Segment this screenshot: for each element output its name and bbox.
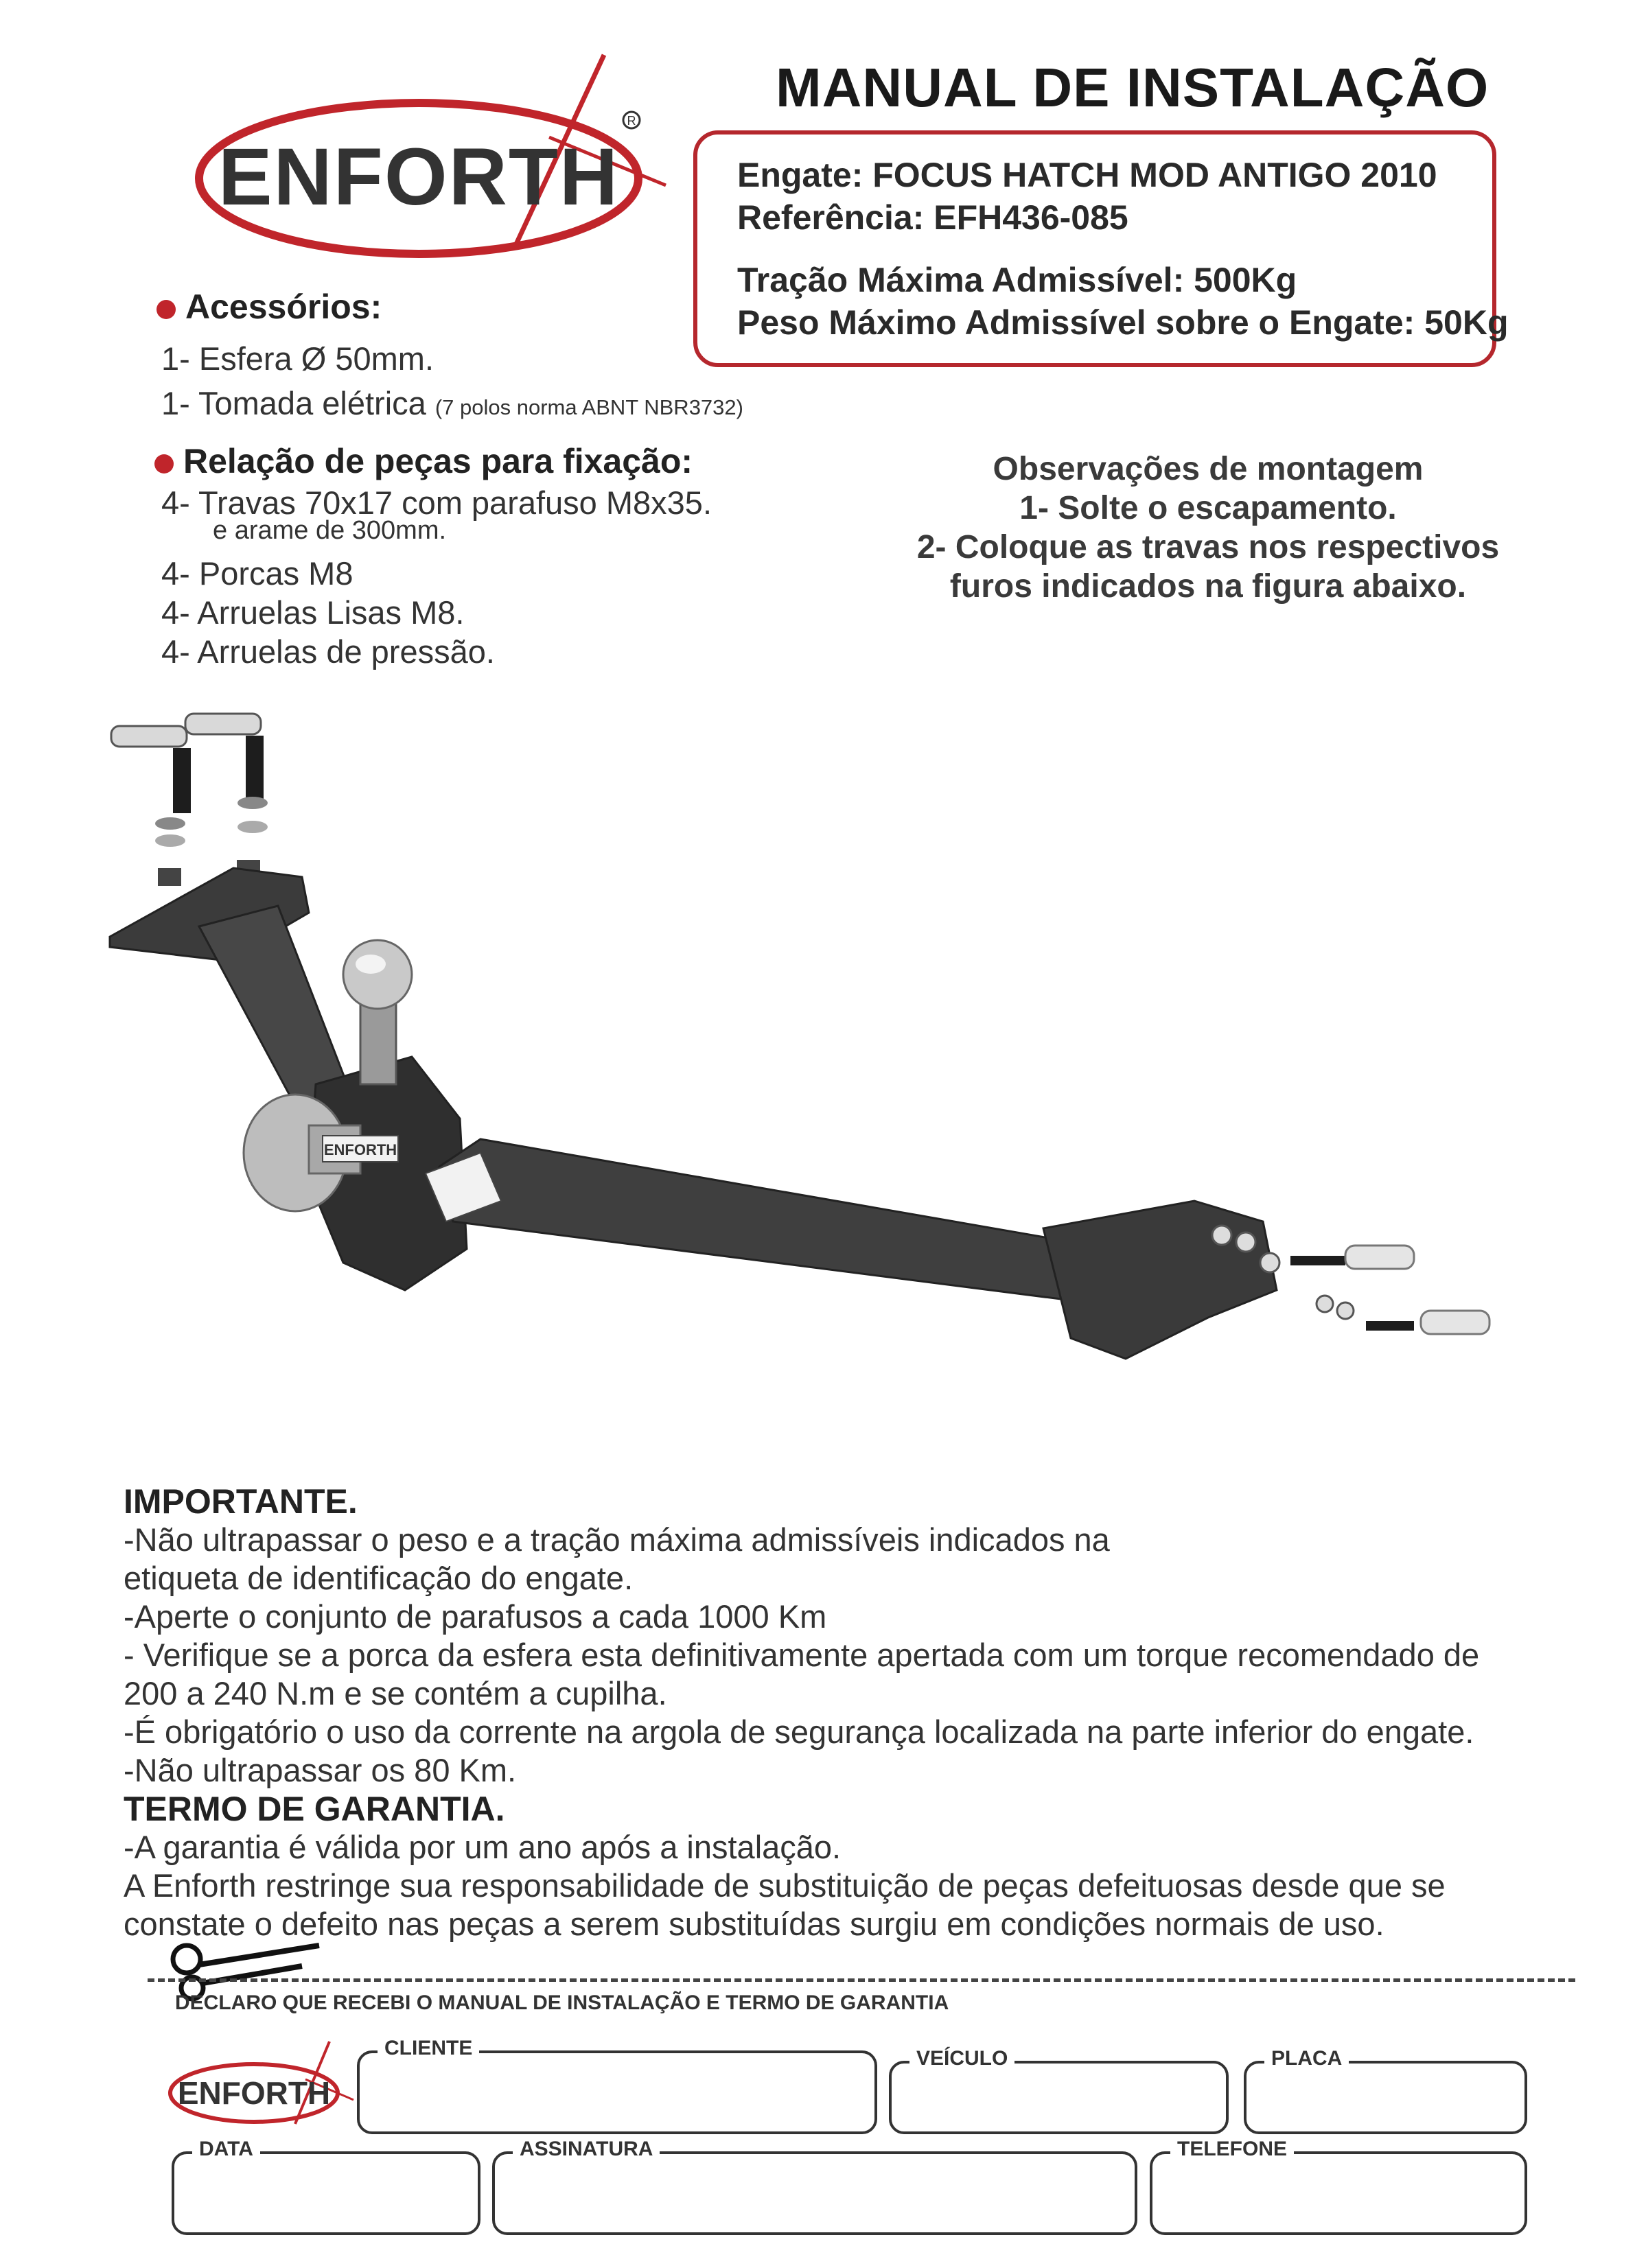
enforth-logo — [192, 41, 673, 268]
parts-item: 4- Arruelas de pressão. — [161, 633, 495, 670]
important-line: 200 a 240 N.m e se contém a cupilha. — [124, 1675, 667, 1711]
bullet-dot-icon — [156, 300, 176, 319]
spec-engate: Engate: FOCUS HATCH MOD ANTIGO 2010 — [737, 156, 1437, 194]
page-title: MANUAL DE INSTALAÇÃO — [776, 57, 1489, 118]
spec-tracao: Tração Máxima Admissível: 500Kg — [737, 261, 1297, 299]
important-line: -Não ultrapassar o peso e a tração máxima admissíveis indicados na — [124, 1521, 1110, 1558]
assembly-note: 2- Coloque as travas nos respectivos — [916, 529, 1500, 565]
important-line: - Verifique se a porca da esfera esta definitivamente apertada com um torque recomendado de — [124, 1637, 1480, 1673]
accessory-item: 1- Tomada elétrica (7 polos norma ABNT NBR3732) — [161, 385, 743, 421]
important-line: -Não ultrapassar os 80 Km. — [124, 1752, 517, 1788]
important-section — [124, 1482, 1565, 1943]
tow-ball-icon — [343, 940, 412, 1009]
data-field[interactable] — [172, 2138, 480, 2235]
assembly-notes-title: Observações de montagem — [993, 451, 1424, 487]
spec-box — [693, 130, 1509, 367]
warranty-line: A Enforth restringe sua responsabilidade de substituição de peças defeituosas desde que se — [124, 1867, 1446, 1904]
accessory-item: 1- Esfera Ø 50mm. — [161, 340, 434, 377]
spec-peso: Peso Máximo Admissível sobre o Engate: 50Kg — [737, 303, 1509, 342]
parts-item: 4- Arruelas Lisas M8. — [161, 594, 465, 631]
cliente-label: CLIENTE — [378, 2037, 479, 2060]
logo-text-small: ENFORTH — [177, 2075, 331, 2111]
important-line: -Aperte o conjunto de parafusos a cada 1000 Km — [124, 1598, 827, 1635]
parts-item: 4- Travas 70x17 com parafuso M8x35. — [161, 484, 712, 521]
accessories-title: Acessórios: — [156, 287, 382, 327]
registered-mark: R — [627, 114, 636, 128]
assembly-notes — [851, 449, 1565, 606]
placa-field[interactable] — [1244, 2047, 1527, 2134]
veiculo-field[interactable] — [889, 2047, 1229, 2134]
cut-line — [148, 1978, 1575, 1982]
placa-label: PLACA — [1264, 2047, 1349, 2070]
declaration-text: DECLARO QUE RECEBI O MANUAL DE INSTALAÇÃO E TERMO DE GARANTIA — [175, 1991, 949, 2014]
assembly-note: furos indicados na figura abaixo. — [949, 568, 1467, 605]
veiculo-label: VEÍCULO — [909, 2047, 1014, 2070]
important-line: -É obrigatório o uso da corrente na argola de segurança localizada na parte inferior do engate. — [124, 1714, 1474, 1750]
important-line: etiqueta de identificação do engate. — [124, 1560, 634, 1596]
telefone-label: TELEFONE — [1170, 2138, 1294, 2161]
accessory-note: (7 polos norma ABNT NBR3732) — [434, 395, 743, 419]
parts-item: 4- Porcas M8 — [161, 555, 353, 592]
hitch-label: ENFORTH — [323, 1141, 397, 1158]
tow-hitch-illustration — [96, 700, 1544, 1400]
spec-referencia: Referência: EFH436-085 — [737, 198, 1128, 237]
bullet-dot-icon — [154, 454, 174, 474]
important-title: IMPORTANTE. — [124, 1482, 358, 1521]
assinatura-field[interactable] — [492, 2138, 1137, 2235]
assembly-note: 1- Solte o escapamento. — [1019, 490, 1397, 526]
cliente-field[interactable] — [357, 2037, 877, 2134]
telefone-field[interactable] — [1150, 2138, 1527, 2235]
warranty-title: TERMO DE GARANTIA. — [124, 1790, 505, 1828]
warranty-line: constate o defeito nas peças a serem substituídas surgiu em condições normais de uso. — [124, 1906, 1384, 1942]
parts-title: Relação de peças para fixação: — [154, 441, 693, 481]
data-label: DATA — [192, 2138, 260, 2161]
enforth-logo-small — [165, 2035, 357, 2131]
warranty-line: -A garantia é válida por um ano após a instalação. — [124, 1829, 842, 1865]
parts-item-note: e arame de 300mm. — [213, 516, 447, 545]
assinatura-label: ASSINATURA — [513, 2138, 660, 2161]
left-clamp-hardware — [111, 714, 268, 886]
logo-text: ENFORTH — [218, 132, 620, 222]
